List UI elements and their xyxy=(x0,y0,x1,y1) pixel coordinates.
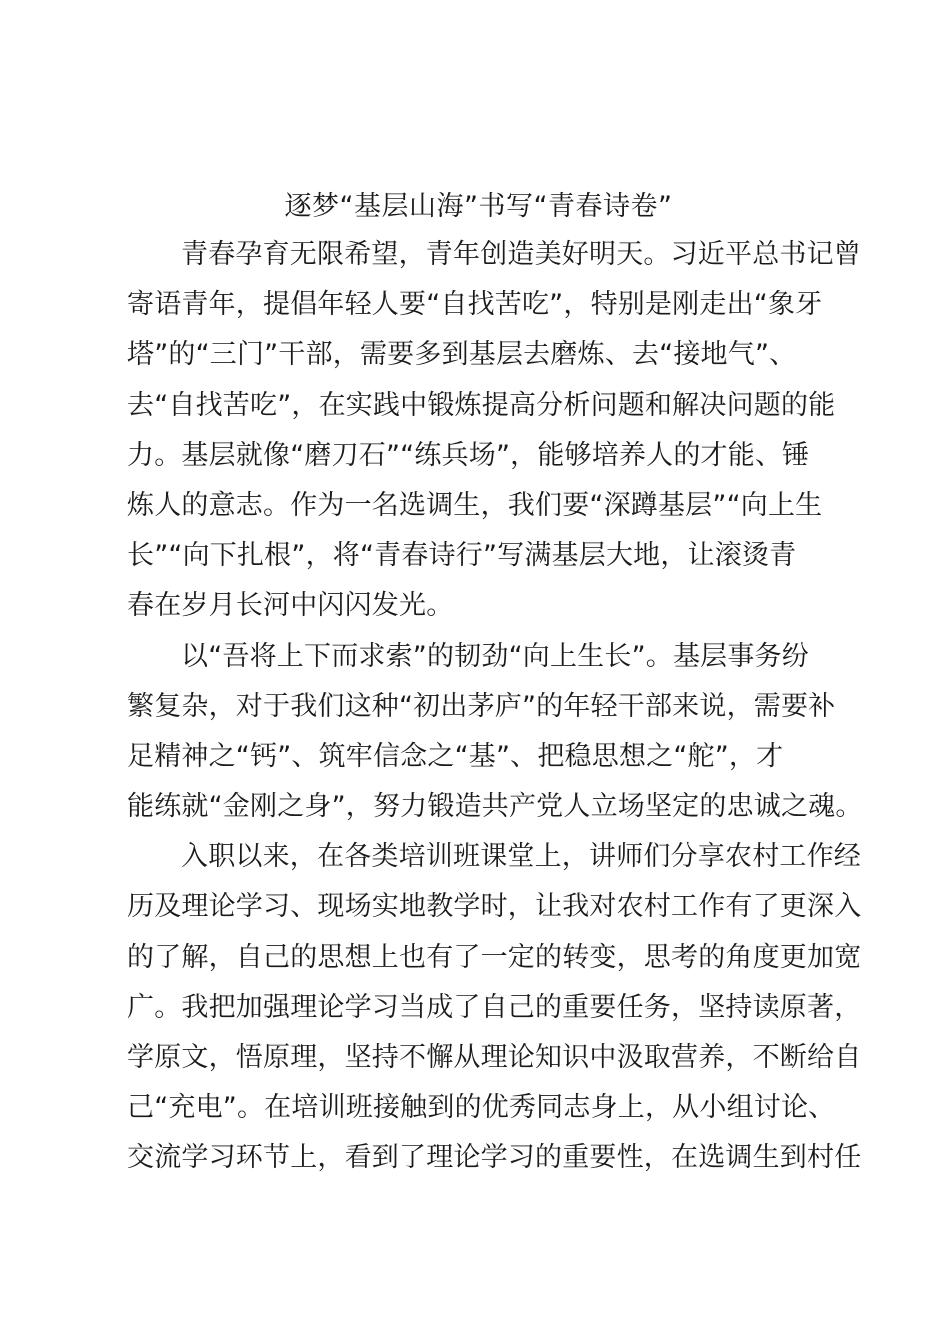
paragraph-3-line-6: 己“充电”。在培训班接触到的优秀同志身上，从小组讨论、 xyxy=(127,1092,836,1124)
paragraph-1-line-3: 塔”的“三门”干部，需要多到基层去磨炼、去“接地气”、 xyxy=(127,339,797,371)
document-body xyxy=(127,230,863,1184)
paragraph-2-line-3: 足精神之“钙”、筑牢信念之“基”、把稳思想之“舵”，才 xyxy=(127,740,784,772)
paragraph-1-line-5: 力。基层就像“磨刀石”“练兵场”，能够培养人的才能、锤 xyxy=(127,439,810,471)
paragraph-3-line-3: 的了解，自己的思想上也有了一定的转变，思考的角度更加宽 xyxy=(127,941,862,973)
paragraph-1-line-4: 去“自找苦吃”，在实践中锻炼提高分析问题和解决问题的能 xyxy=(127,389,836,421)
document-title: 逐梦“基层山海”书写“青春诗卷” xyxy=(284,191,673,222)
paragraph-2-line-4: 能练就“金刚之身”，努力锻造共产党人立场坚定的忠诚之魂。 xyxy=(127,791,863,823)
paragraph-2-line-2: 繁复杂，对于我们这种“初出茅庐”的年轻干部来说，需要补 xyxy=(127,690,836,722)
paragraph-3-line-4: 广。我把加强理论学习当成了自己的重要任务，坚持读原著， xyxy=(127,991,862,1023)
paragraph-1-line-7: 长”“向下扎根”，将“青春诗行”写满基层大地，让滚烫青 xyxy=(127,540,797,572)
paragraph-1-line-6: 炼人的意志。作为一名选调生，我们要“深蹲基层”“向上生 xyxy=(127,489,823,521)
paragraph-3-line-7: 交流学习环节上，看到了理论学习的重要性，在选调生到村任 xyxy=(127,1142,862,1174)
paragraph-3-line-2: 历及理论学习、现场实地教学时，让我对农村工作有了更深入 xyxy=(127,891,862,923)
paragraph-1-line-2: 寄语青年，提倡年轻人要“自找苦吃”，特别是刚走出“象牙 xyxy=(127,289,823,321)
paragraph-2-line-1: 以“吾将上下而求索”的韧劲“向上生长”。基层事务纷 xyxy=(181,640,809,672)
paragraph-3-line-1: 入职以来，在各类培训班课堂上，讲师们分享农村工作经 xyxy=(181,841,861,873)
paragraph-1-line-8: 春在岁月长河中闪闪发光。 xyxy=(127,590,454,622)
paragraph-1-line-1: 青春孕育无限希望，青年创造美好明天。习近平总书记曾 xyxy=(181,239,861,270)
paragraph-3-line-5: 学原文，悟原理，坚持不懈从理论知识中汲取营养，不断给自 xyxy=(127,1042,862,1073)
